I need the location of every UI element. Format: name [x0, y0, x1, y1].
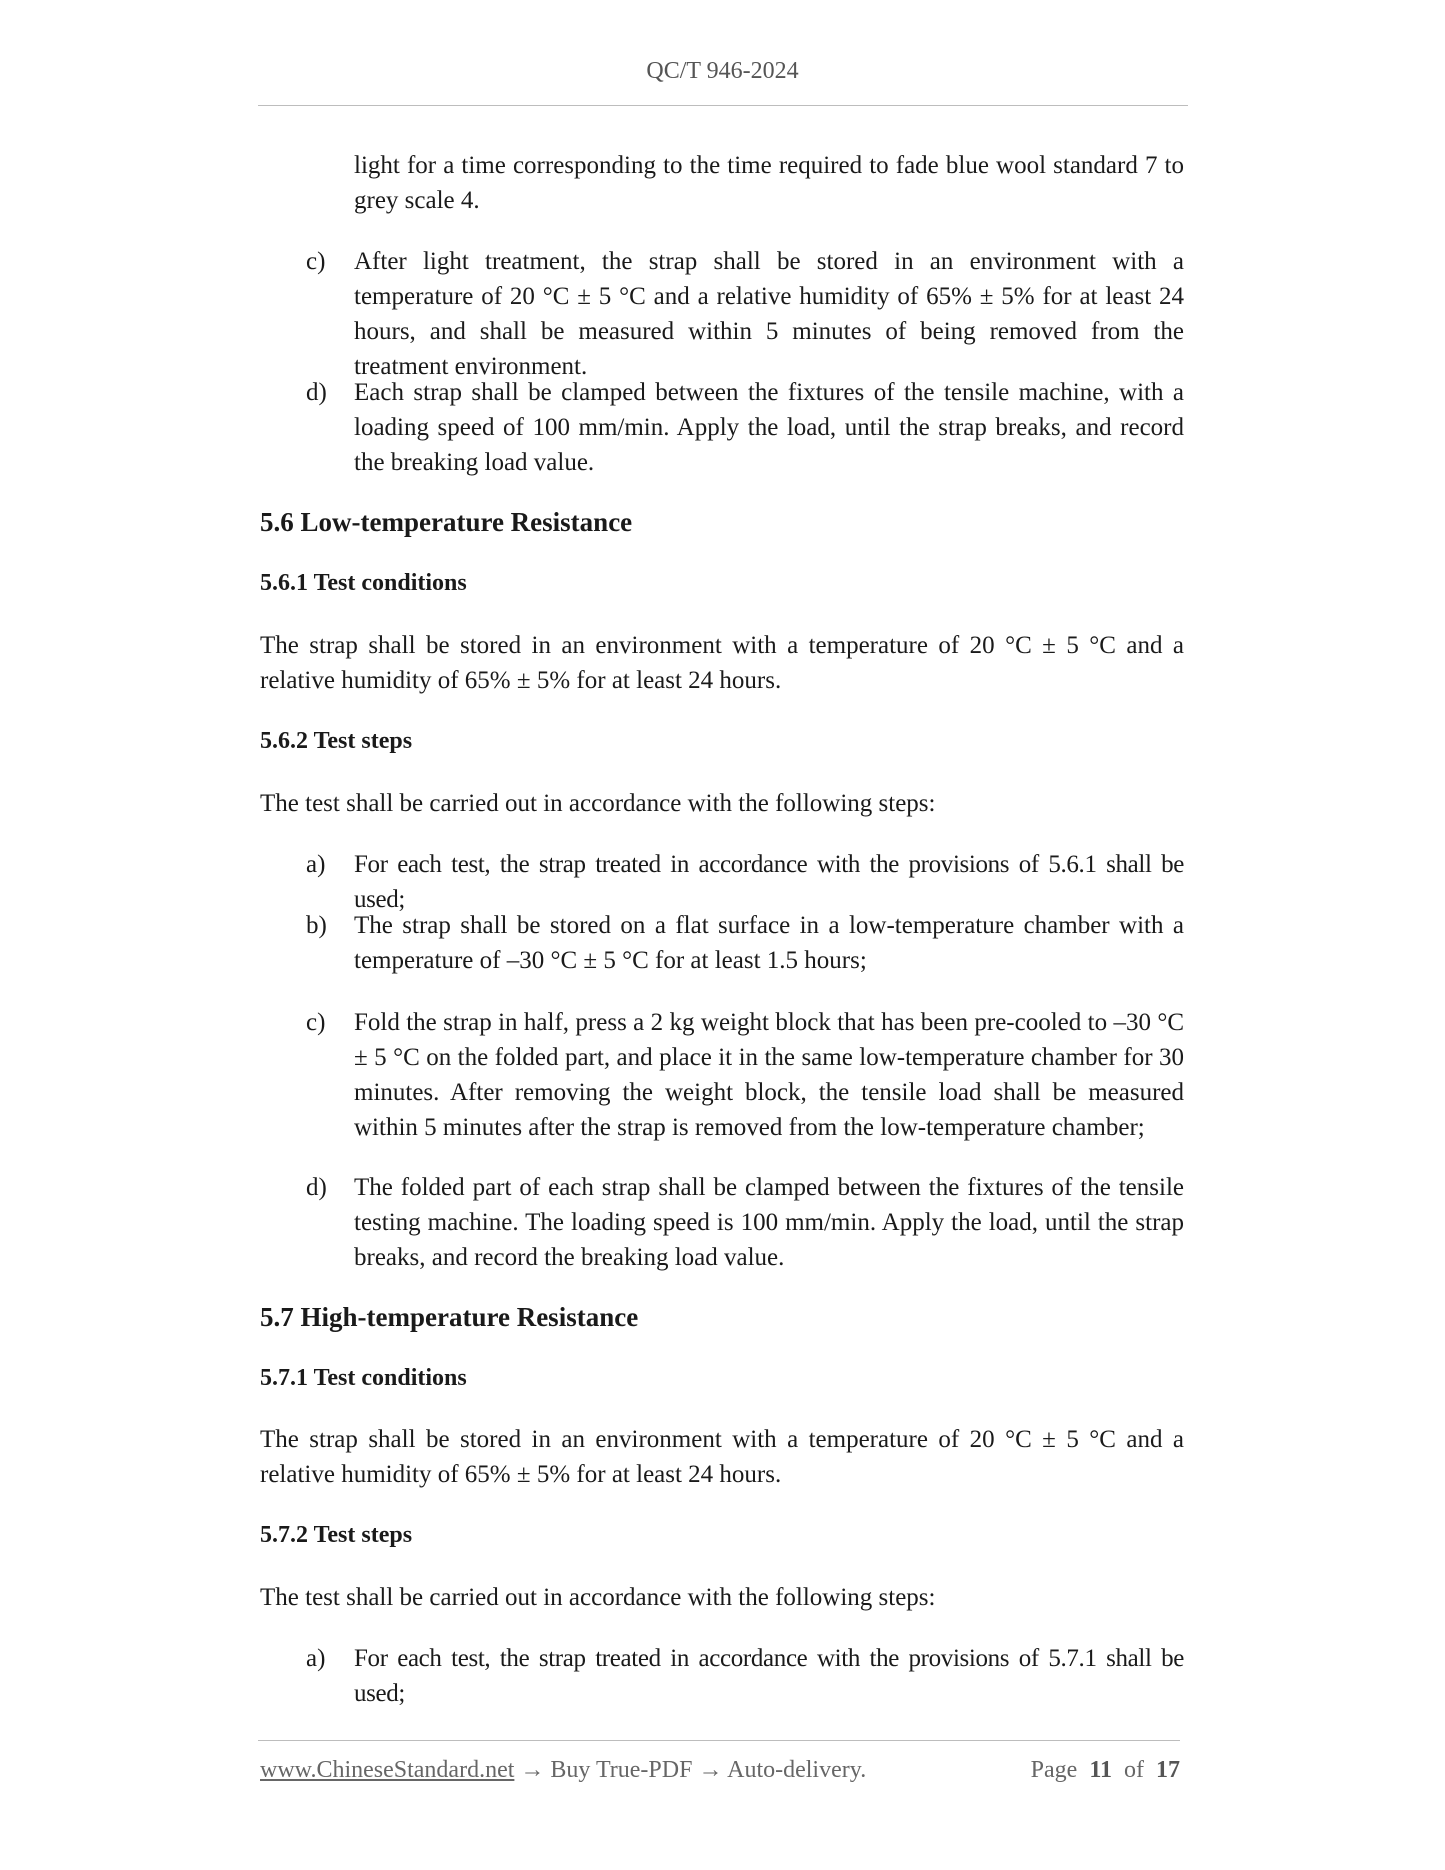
- paragraph-5-6-1: The strap shall be stored in an environment with a temperature of 20 °C ± 5 °C and a relative humidity of 65% ± 5% for at least 24 hours.: [260, 632, 1184, 694]
- list-item-text: Fold the strap in half, press a 2 kg weight block that has been pre-cooled to –30 °C ± 5 °C on the folded part, and place it in the same low-temperature chamber for 30 minutes. After removing the weight block, the tensile load shall be measured within 5 minutes after the strap is removed from the low-temperature chamber;: [354, 1009, 1184, 1141]
- section-heading-5-7: 5.7 High-temperature Resistance: [260, 1302, 639, 1332]
- list-item-label: b): [306, 912, 327, 939]
- list-item-label: d): [306, 1174, 327, 1201]
- page-footer: [260, 1754, 1180, 1786]
- list-item-text: After light treatment, the strap shall be stored in an environment with a temperature of 20 °C ± 5 °C and a relative humidity of 65% ± 5% for at least 24 hours, and shall be measured within 5 minutes of being removed from the treatment environment.: [354, 248, 1184, 380]
- footer-divider: [258, 1740, 1180, 1741]
- page-total: 17: [1156, 1757, 1180, 1783]
- section-heading-5-6: 5.6 Low-temperature Resistance: [260, 507, 633, 537]
- list-item-label: a): [306, 851, 326, 878]
- header-divider: [258, 105, 1188, 106]
- list-item-text: The strap shall be stored on a flat surface in a low-temperature chamber with a temperature of –30 °C ± 5 °C for at least 1.5 hours;: [354, 912, 1184, 974]
- subsection-heading-5-6-1: 5.6.1 Test conditions: [260, 570, 467, 596]
- subsection-heading-5-6-2: 5.6.2 Test steps: [260, 728, 413, 754]
- list-item-text: Each strap shall be clamped between the fixtures of the tensile machine, with a loading speed of 100 mm/min. Apply the load, until the strap breaks, and record the breaking load value.: [354, 379, 1184, 476]
- subsection-heading-5-7-2: 5.7.2 Test steps: [260, 1522, 413, 1548]
- list-item-text: The folded part of each strap shall be clamped between the fixtures of the tensile testing machine. The loading speed is 100 mm/min. Apply the load, until the strap breaks, and record the breaking load value.: [354, 1174, 1184, 1271]
- paragraph-5-7-1: The strap shall be stored in an environment with a temperature of 20 °C ± 5 °C and a relative humidity of 65% ± 5% for at least 24 hours.: [260, 1426, 1184, 1488]
- page-of: of: [1124, 1757, 1144, 1783]
- list-item-text: For each test, the strap treated in accordance with the provisions of 5.6.1 shall be used;: [354, 851, 1184, 913]
- page-indicator: [1031, 1754, 1180, 1786]
- page-word: Page: [1030, 1757, 1078, 1783]
- list-item-label: c): [306, 1009, 326, 1036]
- list-item-label: c): [306, 248, 326, 275]
- document-code: QC/T 946-2024: [646, 58, 799, 84]
- continuation-text: light for a time corresponding to the time required to fade blue wool standard 7 to grey scale 4.: [354, 152, 1184, 214]
- paragraph-5-6-2-intro: The test shall be carried out in accordance with the following steps:: [260, 790, 936, 817]
- subsection-heading-5-7-1: 5.7.1 Test conditions: [260, 1365, 467, 1391]
- footer-promo-text: → Buy True-PDF → Auto-delivery.: [520, 1757, 867, 1783]
- list-item-label: d): [306, 379, 327, 406]
- page-current: 11: [1089, 1757, 1112, 1783]
- paragraph-5-7-2-intro: The test shall be carried out in accordance with the following steps:: [260, 1584, 936, 1611]
- list-item-label: a): [306, 1645, 326, 1672]
- site-link[interactable]: www.ChineseStandard.net: [260, 1757, 515, 1783]
- list-item-text: For each test, the strap treated in accordance with the provisions of 5.7.1 shall be used;: [354, 1645, 1184, 1707]
